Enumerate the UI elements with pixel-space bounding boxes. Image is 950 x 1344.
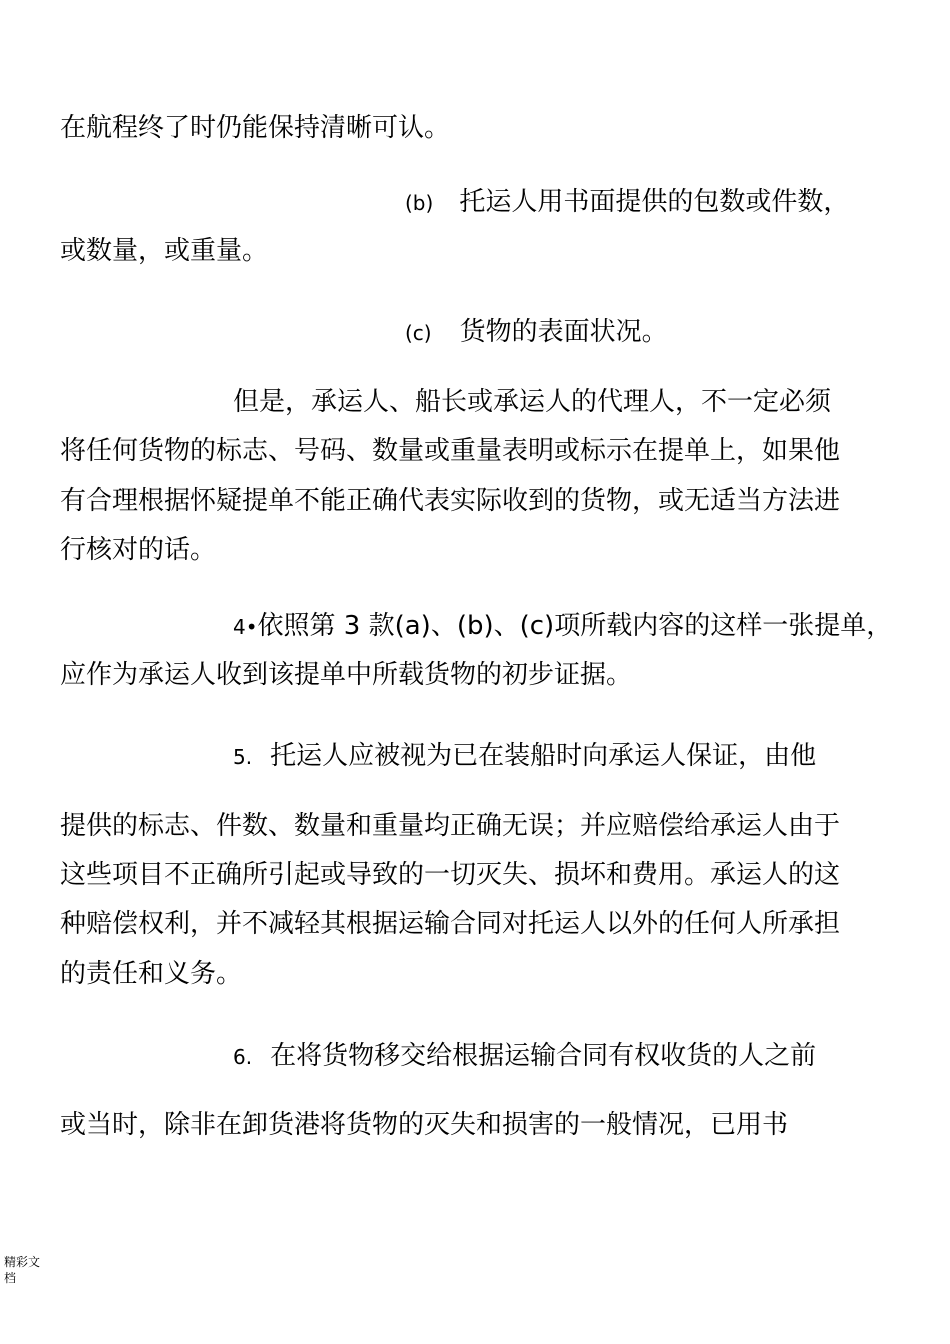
item-c: [405, 315, 668, 350]
paragraph-line: 或当时，除非在卸货港将货物的灭失和损害的一般情况，已用书: [60, 1110, 789, 1140]
paragraph-line: 但是，承运人、船长或承运人的代理人，不一定必须: [233, 387, 832, 417]
paragraph-line: 在航程终了时仍能保持清晰可认。: [60, 113, 451, 143]
clause-4: [233, 609, 892, 644]
paragraph-line: 将任何货物的标志、号码、数量或重量表明或标示在提单上，如果他: [60, 436, 841, 466]
item-b-text: 托运人用书面提供的包数或件数，: [459, 187, 850, 217]
paragraph-line: 这些项目不正确所引起或导致的一切灭失、损坏和费用。承运人的这: [60, 860, 841, 890]
clause-6-marker: 6.: [233, 1045, 253, 1069]
paragraph-line: 有合理根据怀疑提单不能正确代表实际收到的货物，或无适当方法进: [60, 486, 841, 516]
item-c-text: 货物的表面状况。: [459, 317, 668, 347]
paragraph-line: 提供的标志、件数、数量和重量均正确无误；并应赔偿给承运人由于: [60, 811, 841, 841]
clause-4-text: 依照第 3 款(a)、(b)、(c)项所载内容的这样一张提单，: [257, 611, 893, 641]
clause-4-marker: 4•: [233, 615, 258, 639]
paragraph-line: 应作为承运人收到该提单中所载货物的初步证据。: [60, 660, 633, 690]
clause-5-marker: 5.: [233, 745, 253, 769]
item-c-marker: (c): [405, 321, 432, 345]
paragraph-line: 种赔偿权利，并不减轻其根据运输合同对托运人以外的任何人所承担: [60, 909, 841, 939]
item-b: [405, 185, 849, 220]
clause-6: [233, 1039, 816, 1074]
clause-5: [233, 739, 816, 774]
clause-5-text: 托运人应被视为已在装船时向承运人保证，由他: [270, 741, 817, 771]
paragraph-line: 或数量，或重量。: [60, 236, 269, 266]
paragraph-line: 的责任和义务。: [60, 959, 243, 989]
item-b-marker: (b): [405, 191, 434, 215]
clause-6-text: 在将货物移交给根据运输合同有权收货的人之前: [270, 1041, 817, 1071]
paragraph-line: 行核对的话。: [60, 535, 217, 565]
footer-label: 精彩文档: [4, 1255, 41, 1285]
